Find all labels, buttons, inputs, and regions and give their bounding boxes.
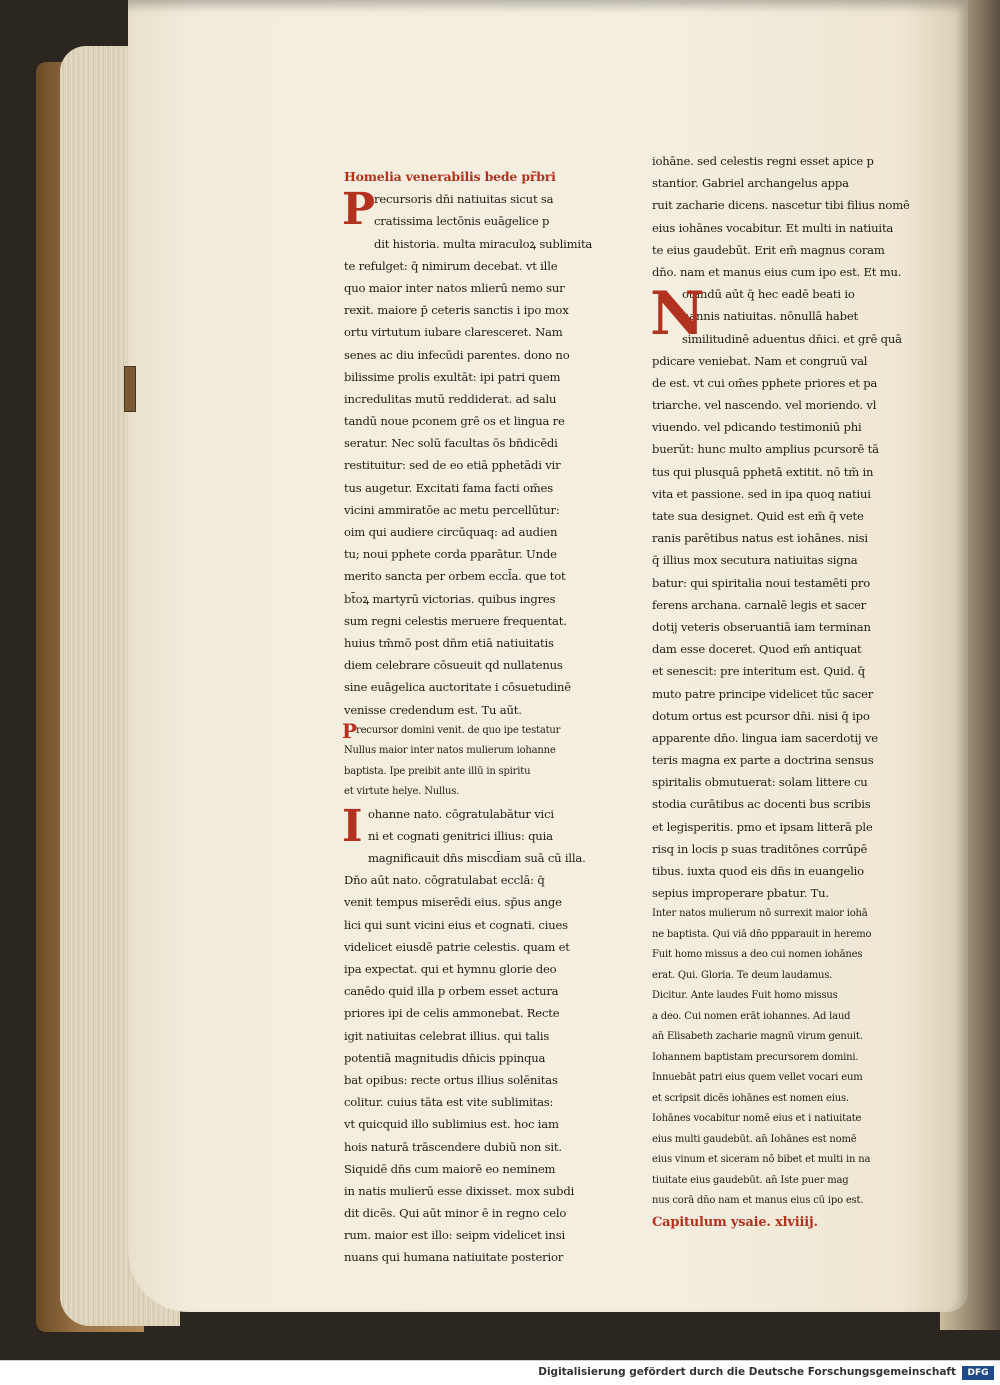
text-line-20: ferens archana. carnalē legis et sacer xyxy=(652,597,867,612)
right-text-column xyxy=(652,150,914,1234)
text-line-15: oim qui audiere circūquaq: ad audien xyxy=(344,525,558,539)
text-line-1: cratissima lectōnis euāgelice p xyxy=(374,214,550,229)
text-line-8: canēdo quid illa p orbem esset actura xyxy=(344,984,559,999)
antiphon-line-5: a deo. Cui nomen erāt iohannes. Ad laud xyxy=(652,1010,851,1022)
text-line-0: recursoris dn̄i natiuitas sicut sa xyxy=(374,192,554,207)
antiphon-line-11: eius multi gaudebūt. an̄ Iohānes est nomē xyxy=(652,1133,857,1145)
left-text-block-1 xyxy=(342,184,612,721)
text-line-24: muto patre principe videlicet tūc sacer xyxy=(652,686,874,701)
text-line-12: viuendo. vel pdicando testimoniū phi xyxy=(652,420,862,435)
homily-heading: Homelia venerabilis bede pr̃bri xyxy=(344,169,556,184)
text-line-4: te eius gaudebūt. Erit em̄ magnus coram xyxy=(652,242,885,257)
text-line-11: potentiā magnitudis dn̄icis ppinqua xyxy=(344,1050,546,1065)
text-line-19: sum regni celestis meruere frequentat. xyxy=(344,613,567,628)
text-line-23: et senescit: pre interitum est. Quid. q̄ xyxy=(652,664,865,679)
text-line-20: huius tm̄mō post dn̄m etiā natiuitatis xyxy=(344,635,554,650)
responsory-block xyxy=(342,718,612,803)
left-text-block-2 xyxy=(342,800,612,1269)
text-line-6: otandū aūt q̄ hec eadē beati io xyxy=(682,287,855,302)
text-line-23: venisse credendum est. Tu aūt. xyxy=(344,702,522,717)
text-line-17: merito sancta per orbem eccl̄a. que tot xyxy=(344,569,566,584)
text-line-18: dit dicēs. Qui aūt minor ē in regno celo xyxy=(344,1206,567,1221)
text-line-6: ortu virtutum iubare claresceret. Nam xyxy=(344,325,563,340)
text-line-12: restituitur: sed de eo etiā pphetādi vir xyxy=(344,458,561,473)
antiphon-line-7: Iohannem baptistam precursorem domini. xyxy=(652,1051,859,1063)
antiphon-line-14: nus corā dn̄o nam et manus eius cū ipo est. xyxy=(652,1195,864,1207)
text-line-14: vicini ammiratōe ac metu percellūtur: xyxy=(344,502,560,517)
text-line-4: venit tempus miserēdi eius. sp̄us ange xyxy=(344,895,562,910)
text-line-31: risq in locis p suas traditōnes corrūpē xyxy=(652,841,868,856)
drop-initial-p: P xyxy=(342,184,376,235)
text-line-11: triarche. vel nascendo. vel moriendo. vl xyxy=(652,398,877,413)
antiphon-line-10: Iohānes vocabitur nomē eius et i natiuitate xyxy=(652,1113,862,1125)
antiphon-line-6: an̄ Elisabeth zacharie magnū virum genuit. xyxy=(652,1031,863,1043)
text-line-6: videlicet eiusdē patrie celestis. quam et xyxy=(344,939,570,954)
right-text-block xyxy=(652,150,914,904)
text-line-3: eius iohānes vocabitur. Et multi in natiuita xyxy=(652,220,894,235)
antiphon-line-1: ne baptista. Qui viā dn̄o ppparauit in heremo xyxy=(652,928,872,940)
text-line-14: tus qui plusquā pphetā extitit. nō tm̄ in xyxy=(652,464,874,479)
text-line-30: et legisperitis. pmo et ipsam litterā ple xyxy=(652,819,873,834)
text-line-0: iohāne. sed celestis regni esset apice p xyxy=(652,154,874,168)
text-line-7: ipa expectat. qui et hymnu glorie deo xyxy=(344,962,557,976)
text-line-13: tus augetur. Excitati fama facti om̄es xyxy=(344,480,553,495)
antiphon-line-9: et scripsit dicēs iohānes est nomen eius. xyxy=(652,1092,849,1104)
text-line-9: incredulitas mutū reddiderat. ad salu xyxy=(344,391,557,406)
text-line-1: stantior. Gabriel archangelus appa xyxy=(652,176,849,191)
text-line-0: ohanne nato. cōgratulabātur vici xyxy=(368,806,554,821)
text-line-13: buerūt: hunc multo amplius pcursorē tā xyxy=(652,442,879,457)
text-line-26: apparente dn̄o. lingua iam sacerdotij ve xyxy=(652,730,878,745)
text-line-33: sepius improperare pbatur. Tu. xyxy=(652,886,829,901)
text-line-4: quo maior inter natos mlierū nemo sur xyxy=(344,280,565,295)
text-line-5: lici qui sunt vicini eius et cognati. ciues xyxy=(344,917,568,932)
text-line-8: similitudinē aduentus dn̄ici. et grē quā xyxy=(682,331,902,346)
text-line-2: dit historia. multa miraculoꝝ sublimita xyxy=(374,236,593,251)
responsory-line-3: et virtute helye. Nullus. xyxy=(344,786,460,798)
text-line-5: rexit. maiore p̄ ceteris sanctis i ipo mox xyxy=(344,303,569,318)
footer-credit: Digitalisierung gefördert durch die Deutsche Forschungsgemeinschaft xyxy=(538,1366,956,1378)
text-line-16: Siquidē dn̄s cum maiorē eo neminem xyxy=(344,1161,556,1176)
text-line-13: colitur. cuius tāta est vite sublimitas: xyxy=(344,1095,554,1110)
text-line-18: bt̄oꝝ martyrū victorias. quibus ingres xyxy=(344,591,556,606)
antiphon-line-2: Fuit homo missus a deo cui nomen iohānes xyxy=(652,949,863,961)
text-line-27: teris magna ex parte a doctrina sensus xyxy=(652,753,874,768)
text-line-12: bat opibus: recte ortus illius solēnitas xyxy=(344,1072,558,1087)
antiphon-line-3: erat. Qui. Gloria. Te deum laudamus. xyxy=(652,969,833,981)
antiphon-block xyxy=(652,904,914,1212)
responsory-line-2: baptista. Ipe preibit ante illū in spiritu xyxy=(344,765,531,777)
text-line-29: stodia curātibus ac docenti bus scribis xyxy=(652,797,871,812)
antiphon-line-13: tiuitate eius gaudebūt. an̄ Iste puer mag xyxy=(652,1174,849,1186)
text-line-10: de est. vt cui om̄es pphete priores et pa xyxy=(652,375,878,390)
left-text-column xyxy=(344,166,612,1269)
text-line-22: sine euāgelica auctoritate i cōsuetudinē xyxy=(344,680,571,695)
text-line-16: tate sua designet. Quid est em̄ q̄ vete xyxy=(652,509,864,523)
capitulum-heading: Capitulum ysaie. xlviiij. xyxy=(652,1214,818,1230)
text-line-21: dotij veteris obseruantiā iam terminan xyxy=(652,619,871,634)
text-line-19: batur: qui spiritalia noui testamēti pro xyxy=(652,575,870,590)
text-line-14: vt quicquid illo sublimius est. hoc iam xyxy=(344,1117,559,1132)
text-line-22: dam esse doceret. Quod em̄ antiquat xyxy=(652,642,862,657)
responsory-initial-p: P xyxy=(342,718,358,743)
text-line-5: dn̄o. nam et manus eius cum ipo est. Et mu. xyxy=(652,264,902,279)
responsory-line-1: Nullus maior inter natos mulierum iohanne xyxy=(344,745,556,757)
text-line-19: rum. maior est illo: seipm videlicet insi xyxy=(344,1228,565,1243)
text-line-9: pdicare veniebat. Nam et congruū val xyxy=(652,353,868,368)
text-line-17: in natis mulierū esse dixisset. mox subdi xyxy=(344,1183,575,1198)
text-line-32: tibus. iuxta quod eis dn̄s in euangelio xyxy=(652,864,864,878)
text-line-7: hannis natiuitas. nōnullā habet xyxy=(682,309,858,324)
text-line-3: te refulget: q̄ nimirum decebat. vt ille xyxy=(344,258,558,273)
bookmark-clasp xyxy=(124,366,136,412)
text-line-17: ranis parētibus natus est iohānes. nisi xyxy=(652,531,868,546)
text-line-7: senes ac diu infecūdi parentes. dono no xyxy=(344,347,570,362)
text-line-2: ruit zacharie dicens. nascetur tibi filius nomē xyxy=(652,198,910,213)
text-line-11: seratur. Nec solū facultas ōs bn̄dicēdi xyxy=(344,436,558,451)
text-line-3: Dn̄o aūt nato. cōgratulabat ecclā: q̄ xyxy=(344,873,545,888)
text-line-15: vita et passione. sed in ipa quoq natiui xyxy=(652,486,871,501)
text-line-15: hois naturā trāscendere dubiū non sit. xyxy=(344,1139,562,1154)
text-line-18: q̄ illius mox secutura natiuitas signa xyxy=(652,553,858,568)
text-line-1: ni et cognati genitrici illius: quia xyxy=(368,828,553,843)
antiphon-line-8: Innuebāt patri eius quem vellet vocari eum xyxy=(652,1072,863,1084)
drop-initial-i: I xyxy=(342,800,363,852)
text-line-2: magnificauit dn̄s miscd̄iam suā cū illa. xyxy=(368,851,586,866)
responsory-line-0: recursor domini venit. de quo ipe testatur xyxy=(356,724,561,736)
antiphon-line-4: Dicitur. Ante laudes Fuit homo missus xyxy=(652,990,838,1002)
text-line-16: tu; noui pphete corda pparātur. Unde xyxy=(344,547,557,562)
text-line-10: igit natiuitas celebrat illius. qui talis xyxy=(344,1028,550,1043)
text-line-25: dotum ortus est pcursor dn̄i. nisi q̄ ipo xyxy=(652,708,870,723)
dfg-logo: DFG xyxy=(962,1366,994,1380)
footer-bar xyxy=(0,1360,1000,1385)
text-line-10: tandū noue pconem grē os et lingua re xyxy=(344,414,565,429)
text-line-20: nuans qui humana natiuitate posterior xyxy=(344,1250,564,1265)
text-line-28: spiritalis obmutuerat: solam littere cu xyxy=(652,775,868,790)
text-line-21: diem celebrare cōsueuit qd nullatenus xyxy=(344,658,563,673)
text-line-8: bilissime prolis exultāt: ipi patri quem xyxy=(344,369,561,384)
text-line-9: priores ipi de celis ammonebat. Recte xyxy=(344,1006,560,1021)
antiphon-line-0: Inter natos mulierum nō surrexit maior iohā xyxy=(652,908,868,920)
antiphon-line-12: eius vinum et siceram nō bibet et multi in na xyxy=(652,1154,871,1166)
drop-initial-n: N xyxy=(650,279,705,349)
